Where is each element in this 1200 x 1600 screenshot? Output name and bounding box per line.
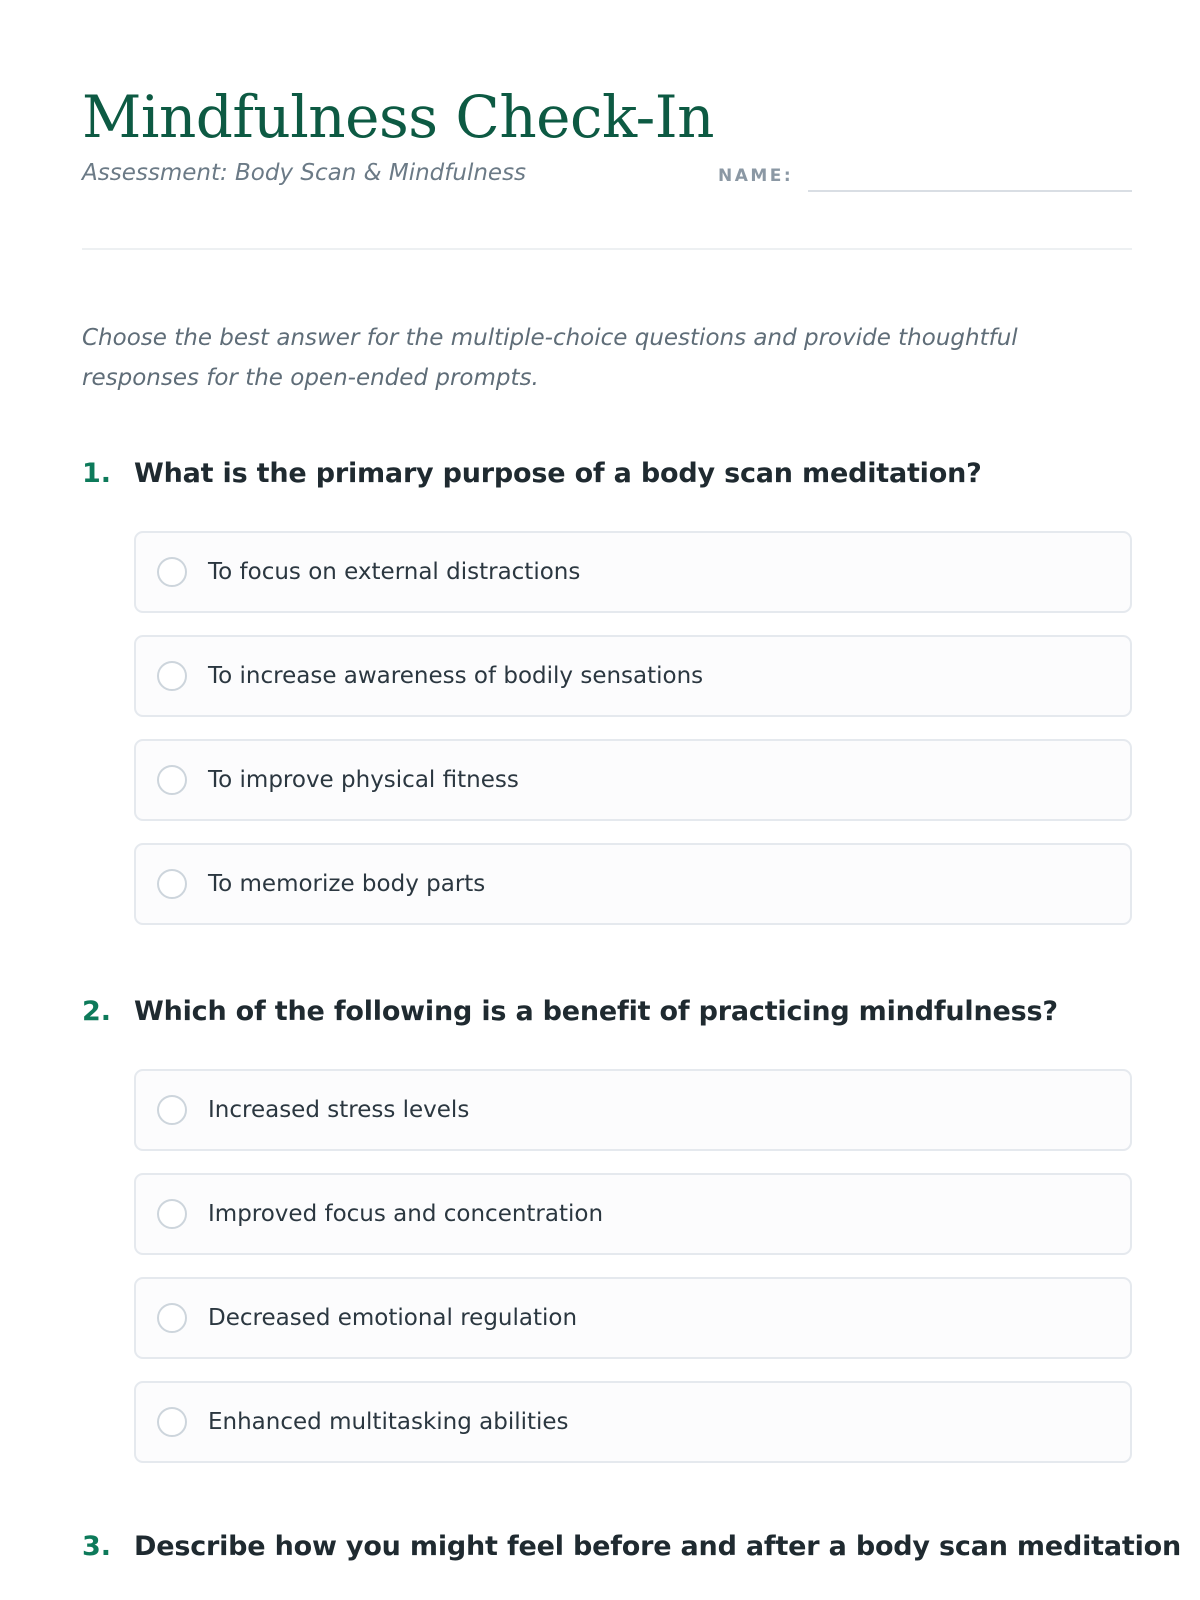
instructions-text: Choose the best answer for the multiple-choice questions and provide thoughtful responses for the open-ended prompts. [82, 325, 1018, 391]
question-header [82, 996, 1132, 1036]
question-3 [82, 1531, 1182, 1571]
option-label: To memorize body parts [208, 871, 486, 897]
question-number: 2. [82, 996, 112, 1027]
radio-button[interactable] [157, 1407, 187, 1437]
radio-button[interactable] [157, 765, 187, 795]
question-number: 1. [82, 458, 112, 489]
header-divider [82, 248, 1132, 250]
question-1 [82, 458, 1132, 947]
option-label: Increased stress levels [208, 1097, 470, 1123]
radio-button[interactable] [157, 1095, 187, 1125]
page-title: Mindfulness Check-In [82, 83, 714, 151]
radio-button[interactable] [157, 557, 187, 587]
radio-button[interactable] [157, 1199, 187, 1229]
question-number: 3. [82, 1531, 112, 1562]
question-text: What is the primary purpose of a body scan meditation? [134, 458, 982, 489]
answer-options [134, 1069, 1132, 1463]
question-header [82, 1531, 1182, 1571]
answer-option-1c[interactable] [134, 739, 1132, 821]
question-text: Describe how you might feel before and after a body scan meditation [134, 1531, 1182, 1562]
option-label: To focus on external distractions [208, 559, 581, 585]
name-label: NAME: [718, 166, 794, 186]
option-label: Improved focus and concentration [208, 1201, 604, 1227]
option-label: To increase awareness of bodily sensations [208, 663, 704, 689]
answer-option-2b[interactable] [134, 1173, 1132, 1255]
answer-option-1a[interactable] [134, 531, 1132, 613]
option-label: Decreased emotional regulation [208, 1305, 578, 1331]
answer-option-2d[interactable] [134, 1381, 1132, 1463]
radio-button[interactable] [157, 869, 187, 899]
answer-option-1d[interactable] [134, 843, 1132, 925]
question-2 [82, 996, 1132, 1485]
option-label: To improve physical fitness [208, 767, 519, 793]
answer-option-2a[interactable] [134, 1069, 1132, 1151]
answer-option-1b[interactable] [134, 635, 1132, 717]
name-field[interactable] [808, 160, 1132, 192]
question-header [82, 458, 1132, 498]
page-subtitle: Assessment: Body Scan & Mindfulness [82, 160, 527, 186]
question-text: Which of the following is a benefit of practicing mindfulness? [134, 996, 1058, 1027]
option-label: Enhanced multitasking abilities [208, 1409, 569, 1435]
radio-button[interactable] [157, 661, 187, 691]
radio-button[interactable] [157, 1303, 187, 1333]
answer-options [134, 531, 1132, 925]
answer-option-2c[interactable] [134, 1277, 1132, 1359]
